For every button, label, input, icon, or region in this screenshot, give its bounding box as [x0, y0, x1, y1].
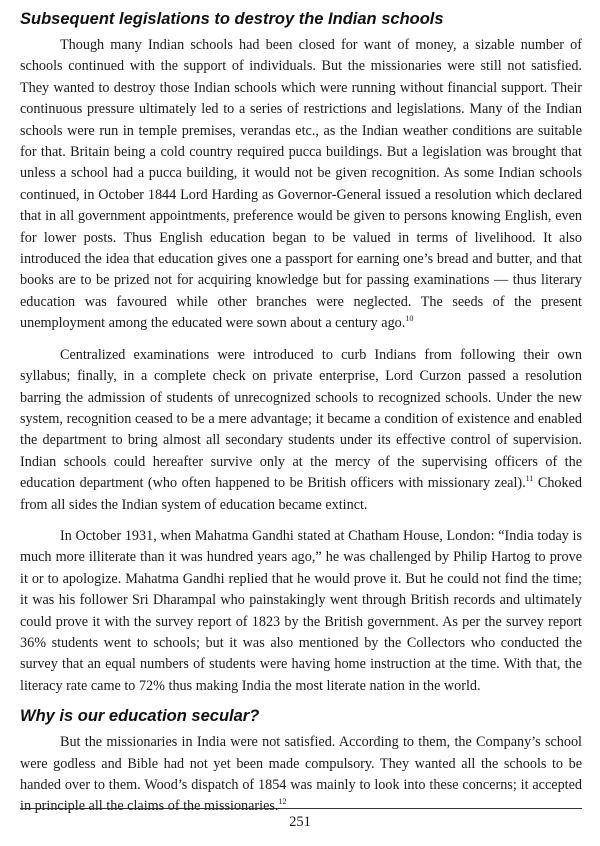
- footnote-ref: 11: [525, 474, 534, 484]
- paragraph-centralized-exams: [20, 345, 582, 516]
- page-number: 251: [289, 814, 311, 830]
- footnote-ref: 10: [405, 314, 414, 324]
- paragraph-text-cont: Choked from all sides the Indian system of education became extinct.: [20, 475, 582, 513]
- paragraph-text: Centralized examinations were introduced to curb Indians from following their own syllabus; finally, in a complete check on private enterprise, Lord Curzon passed a resolution barring the admission of students of unrecognized schools to recognized schools. Under the new system, recognition ceased to be a mere advantage; it became a condition of existence and enabled the department to bring almost all secondary students under its effective control of supervision. Indian schools could hereafter survive only at the mercy of the supervising officers of the education department (who often happened to be British officers with missionary zeal).: [20, 346, 582, 492]
- footnote-ref: 12: [278, 797, 287, 807]
- paragraph-text: But the missionaries in India were not satisfied. According to them, the Company’s school were godless and Bible had not yet been made compulsory. They wanted all the schools to be handed over to them. Wood’s dispatch of 1854 was mainly to look into these concerns; it accepted in principle all the claims of the missionaries.: [20, 734, 582, 815]
- paragraph-legislations: [20, 35, 582, 335]
- paragraph-gandhi-chatham-house: In October 1931, when Mahatma Gandhi stated at Chatham House, London: “India today is much more illiterate than it was hundred years ago,” he was challenged by Philip Hartog to prove it or to apologize. Mahatma Gandhi replied that he would prove it. But he could not find the time; it was his follower Sri Dharampal who painstakingly went through British records and ultimately could prove it with the survey report of 1823 by the British government. As per the survey report 36% students went to schools; but it was also mentioned by the Collectors who conducted the survey that an equal numbers of students were having home instruction at the time. With that, the literacy rate came to 72% thus making India the most literate nation in the world.: [20, 527, 582, 694]
- paragraph-text: Though many Indian schools had been closed for want of money, a sizable number of schools continued with the support of individuals. But the missionaries were still not satisfied. They wanted to destroy those Indian schools which were running without financial support. Their continuous pressure ultimately led to a series of restrictions and legislations. Many of the Indian schools were run in temple premises, verandas etc., as the Indian weather conditions are suitable for that. Britain being a cold country required pucca buildings. But a legislation was brought that unless a school had a pucca building, it would not be given recognition. As some Indian schools continued, in October 1844 Lord Harding as Governor-General issued a resolution which declared that in all government appointments, preference would be given to persons knowing English, even for lower posts. Thus English education began to be valued in terms of livelihood. It also introduced the idea that education gives one a passport for earning one’s bread and butter, and that books are to be prized not for acquiring knowledge but for passing examinations — thus literary education was favoured while other branches were neglected. The seeds of the present unemployment among the educated were sown about a century ago.: [20, 37, 582, 332]
- paragraph-missionaries: [20, 732, 582, 818]
- footer-divider: [20, 808, 582, 809]
- section-heading-secular: Why is our education secular?: [20, 707, 260, 726]
- section-heading-legislations: Subsequent legislations to destroy the Indian schools: [20, 10, 444, 28]
